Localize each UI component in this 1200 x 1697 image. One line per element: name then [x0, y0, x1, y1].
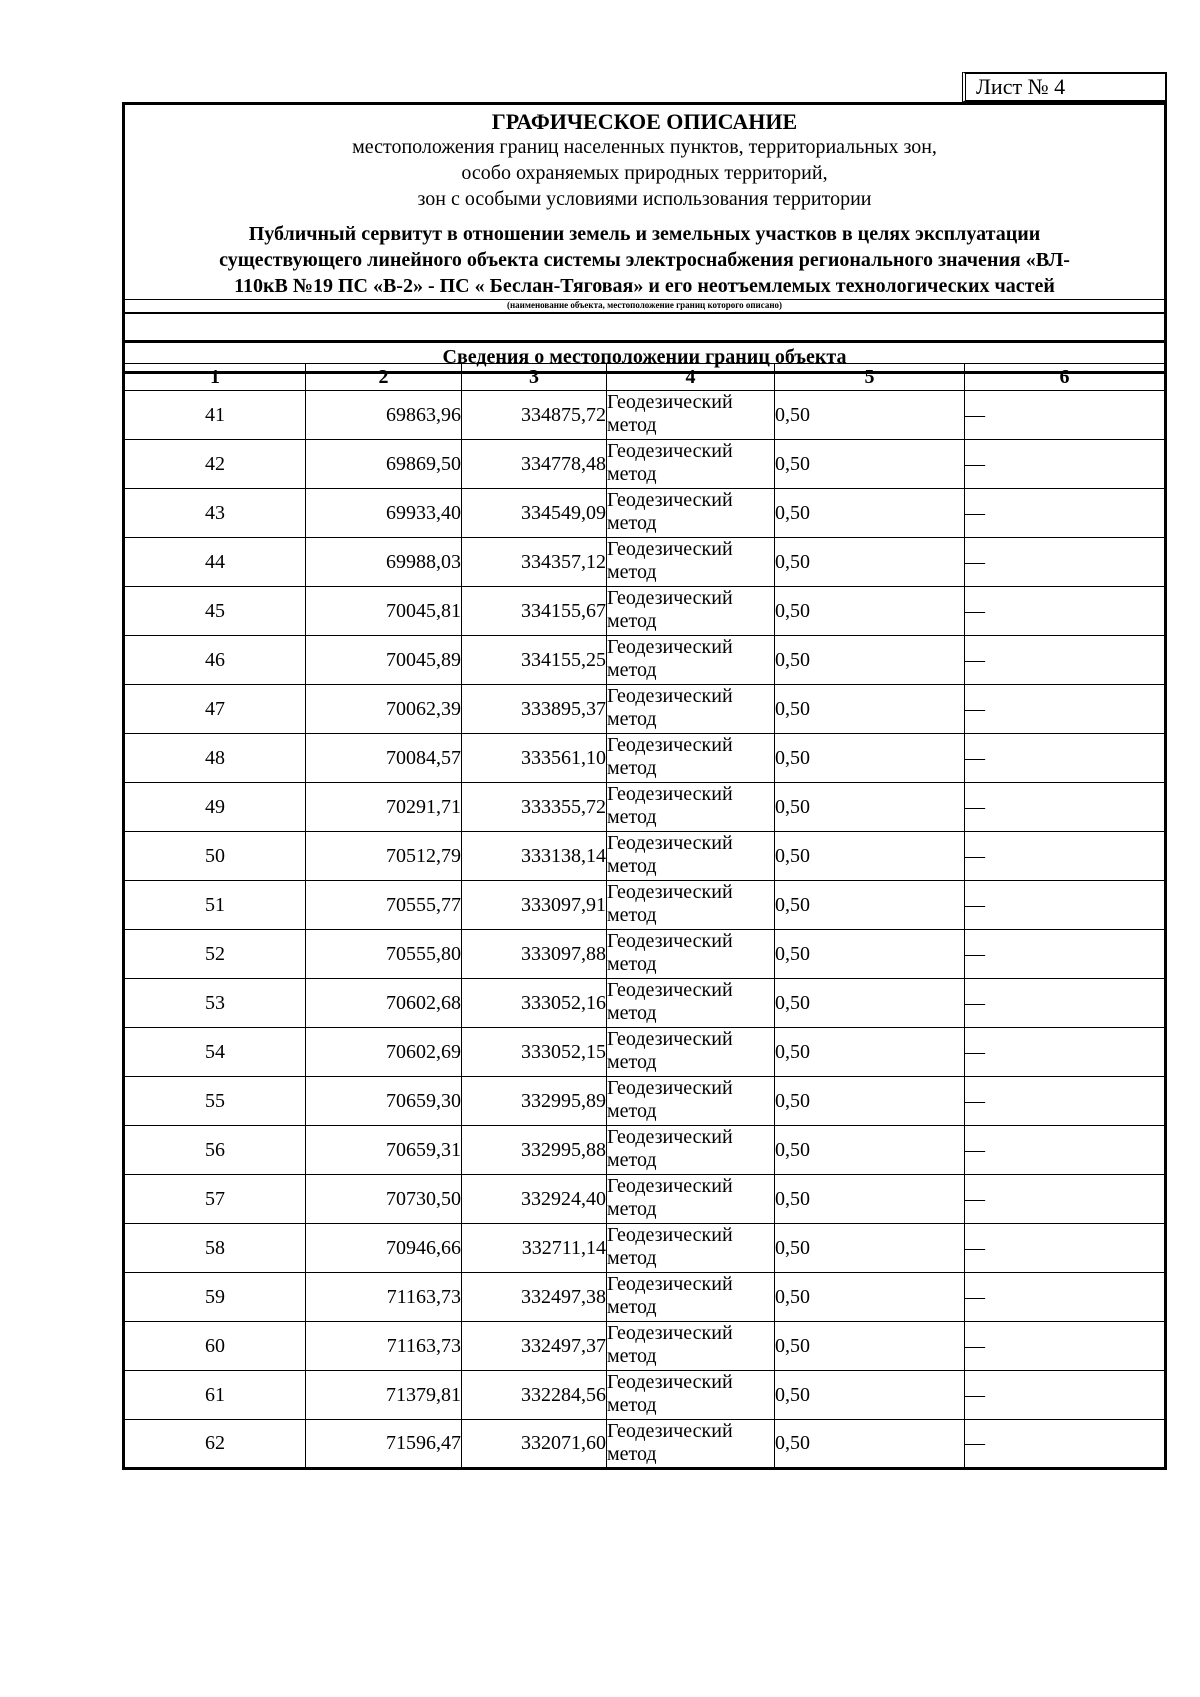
note-cell: — — [965, 489, 1166, 538]
x-coordinate-cell: 70084,57 — [306, 734, 462, 783]
x-coordinate-cell: 70555,77 — [306, 881, 462, 930]
y-coordinate-cell: 332924,40 — [462, 1175, 607, 1224]
note-cell: — — [965, 1028, 1166, 1077]
point-number-cell: 49 — [124, 783, 306, 832]
table-row — [124, 636, 1166, 685]
point-number-cell: 44 — [124, 538, 306, 587]
method-cell: Геодезический метод — [607, 1126, 775, 1175]
sheet-number: Лист № 4 — [962, 72, 1167, 102]
accuracy-cell: 0,50 — [775, 1420, 965, 1469]
method-cell: Геодезический метод — [607, 440, 775, 489]
accuracy-cell: 0,50 — [775, 587, 965, 636]
accuracy-cell: 0,50 — [775, 1371, 965, 1420]
y-coordinate-cell: 333052,16 — [462, 979, 607, 1028]
y-coordinate-cell: 333561,10 — [462, 734, 607, 783]
x-coordinate-cell: 70291,71 — [306, 783, 462, 832]
y-coordinate-cell: 334549,09 — [462, 489, 607, 538]
point-number-cell: 57 — [124, 1175, 306, 1224]
method-cell: Геодезический метод — [607, 538, 775, 587]
table-row — [124, 587, 1166, 636]
x-coordinate-cell: 70602,68 — [306, 979, 462, 1028]
x-coordinate-cell: 70946,66 — [306, 1224, 462, 1273]
note-cell: — — [965, 979, 1166, 1028]
accuracy-cell: 0,50 — [775, 881, 965, 930]
note-cell: — — [965, 440, 1166, 489]
point-number-cell: 61 — [124, 1371, 306, 1420]
table-row — [124, 685, 1166, 734]
note-cell: — — [965, 832, 1166, 881]
header-block — [125, 105, 1164, 312]
subtitle-line-1: местоположения границ населенных пунктов, территориальных зон, — [352, 136, 937, 158]
point-number-cell: 46 — [124, 636, 306, 685]
document-header-frame — [122, 102, 1167, 374]
y-coordinate-cell: 332071,60 — [462, 1420, 607, 1469]
note-cell: — — [965, 636, 1166, 685]
subtitle-line-2: особо охраняемых природных территорий, — [461, 162, 828, 184]
table-row — [124, 538, 1166, 587]
accuracy-cell: 0,50 — [775, 1322, 965, 1371]
column-header-6: 6 — [965, 364, 1166, 391]
method-cell: Геодезический метод — [607, 1273, 775, 1322]
table-row — [124, 832, 1166, 881]
method-cell: Геодезический метод — [607, 1322, 775, 1371]
note-cell: — — [965, 1126, 1166, 1175]
column-header-1: 1 — [124, 364, 306, 391]
table-row — [124, 1224, 1166, 1273]
table-row — [124, 1420, 1166, 1469]
y-coordinate-cell: 334875,72 — [462, 391, 607, 440]
note-cell: — — [965, 587, 1166, 636]
y-coordinate-cell: 333895,37 — [462, 685, 607, 734]
y-coordinate-cell: 333097,91 — [462, 881, 607, 930]
point-number-cell: 53 — [124, 979, 306, 1028]
object-name-line-2: существующего линейного объекта системы электроснабжения регионального значения «ВЛ- — [219, 249, 1070, 271]
table-header-row — [124, 364, 1166, 391]
column-header-3: 3 — [462, 364, 607, 391]
accuracy-cell: 0,50 — [775, 1224, 965, 1273]
point-number-cell: 41 — [124, 391, 306, 440]
point-number-cell: 50 — [124, 832, 306, 881]
y-coordinate-cell: 333138,14 — [462, 832, 607, 881]
accuracy-cell: 0,50 — [775, 391, 965, 440]
method-cell: Геодезический метод — [607, 685, 775, 734]
blank-row — [125, 312, 1164, 340]
accuracy-cell: 0,50 — [775, 930, 965, 979]
x-coordinate-cell: 69933,40 — [306, 489, 462, 538]
x-coordinate-cell: 70512,79 — [306, 832, 462, 881]
method-cell: Геодезический метод — [607, 734, 775, 783]
y-coordinate-cell: 334778,48 — [462, 440, 607, 489]
point-number-cell: 43 — [124, 489, 306, 538]
table-row — [124, 1322, 1166, 1371]
method-cell: Геодезический метод — [607, 1371, 775, 1420]
accuracy-cell: 0,50 — [775, 783, 965, 832]
table-row — [124, 1028, 1166, 1077]
table-row — [124, 1273, 1166, 1322]
point-number-cell: 60 — [124, 1322, 306, 1371]
point-number-cell: 56 — [124, 1126, 306, 1175]
subtitle-line-3: зон с особыми условиями использования территории — [417, 188, 872, 210]
y-coordinate-cell: 332995,88 — [462, 1126, 607, 1175]
column-header-4: 4 — [607, 364, 775, 391]
y-coordinate-cell: 333355,72 — [462, 783, 607, 832]
point-number-cell: 52 — [124, 930, 306, 979]
x-coordinate-cell: 70659,31 — [306, 1126, 462, 1175]
y-coordinate-cell: 332995,89 — [462, 1077, 607, 1126]
table-row — [124, 440, 1166, 489]
accuracy-cell: 0,50 — [775, 1175, 965, 1224]
y-coordinate-cell: 334155,25 — [462, 636, 607, 685]
x-coordinate-cell: 71379,81 — [306, 1371, 462, 1420]
point-number-cell: 59 — [124, 1273, 306, 1322]
note-cell: — — [965, 391, 1166, 440]
point-number-cell: 51 — [124, 881, 306, 930]
method-cell: Геодезический метод — [607, 587, 775, 636]
method-cell: Геодезический метод — [607, 1175, 775, 1224]
accuracy-cell: 0,50 — [775, 832, 965, 881]
accuracy-cell: 0,50 — [775, 636, 965, 685]
x-coordinate-cell: 70045,81 — [306, 587, 462, 636]
note-cell: — — [965, 1077, 1166, 1126]
accuracy-cell: 0,50 — [775, 1077, 965, 1126]
note-cell: — — [965, 1224, 1166, 1273]
y-coordinate-cell: 332497,37 — [462, 1322, 607, 1371]
method-cell: Геодезический метод — [607, 391, 775, 440]
note-cell: — — [965, 685, 1166, 734]
x-coordinate-cell: 69863,96 — [306, 391, 462, 440]
object-name-line-3: 110кВ №19 ПС «В-2» - ПС « Беслан-Тяговая» и его неотъемлемых технологических частей — [234, 275, 1055, 297]
method-cell: Геодезический метод — [607, 489, 775, 538]
table-row — [124, 734, 1166, 783]
y-coordinate-cell: 333097,88 — [462, 930, 607, 979]
method-cell: Геодезический метод — [607, 783, 775, 832]
y-coordinate-cell: 334357,12 — [462, 538, 607, 587]
section-title: Сведения о местоположении границ объекта — [125, 340, 1164, 374]
x-coordinate-cell: 71596,47 — [306, 1420, 462, 1469]
object-caption: (наименование объекта, местоположение границ которого описано) — [125, 299, 1164, 312]
point-number-cell: 55 — [124, 1077, 306, 1126]
note-cell: — — [965, 783, 1166, 832]
note-cell: — — [965, 734, 1166, 783]
point-number-cell: 47 — [124, 685, 306, 734]
table-row — [124, 1077, 1166, 1126]
y-coordinate-cell: 332711,14 — [462, 1224, 607, 1273]
x-coordinate-cell: 70045,89 — [306, 636, 462, 685]
table-row — [124, 489, 1166, 538]
note-cell: — — [965, 930, 1166, 979]
object-name — [125, 221, 1164, 299]
point-number-cell: 54 — [124, 1028, 306, 1077]
x-coordinate-cell: 69988,03 — [306, 538, 462, 587]
point-number-cell: 42 — [124, 440, 306, 489]
method-cell: Геодезический метод — [607, 636, 775, 685]
point-number-cell: 45 — [124, 587, 306, 636]
table-row — [124, 881, 1166, 930]
x-coordinate-cell: 70659,30 — [306, 1077, 462, 1126]
accuracy-cell: 0,50 — [775, 734, 965, 783]
object-name-line-1: Публичный сервитут в отношении земель и земельных участков в целях эксплуатации — [248, 223, 1041, 245]
method-cell: Геодезический метод — [607, 1077, 775, 1126]
method-cell: Геодезический метод — [607, 930, 775, 979]
point-number-cell: 58 — [124, 1224, 306, 1273]
method-cell: Геодезический метод — [607, 881, 775, 930]
note-cell: — — [965, 538, 1166, 587]
y-coordinate-cell: 332497,38 — [462, 1273, 607, 1322]
accuracy-cell: 0,50 — [775, 1126, 965, 1175]
note-cell: — — [965, 881, 1166, 930]
table-row — [124, 1175, 1166, 1224]
accuracy-cell: 0,50 — [775, 1273, 965, 1322]
document-title: ГРАФИЧЕСКОЕ ОПИСАНИЕ — [491, 109, 798, 134]
y-coordinate-cell: 334155,67 — [462, 587, 607, 636]
note-cell: — — [965, 1273, 1166, 1322]
table-row — [124, 930, 1166, 979]
method-cell: Геодезический метод — [607, 979, 775, 1028]
accuracy-cell: 0,50 — [775, 1028, 965, 1077]
note-cell: — — [965, 1322, 1166, 1371]
table-row — [124, 979, 1166, 1028]
note-cell: — — [965, 1175, 1166, 1224]
method-cell: Геодезический метод — [607, 832, 775, 881]
table-row — [124, 391, 1166, 440]
y-coordinate-cell: 333052,15 — [462, 1028, 607, 1077]
point-number-cell: 62 — [124, 1420, 306, 1469]
column-header-2: 2 — [306, 364, 462, 391]
x-coordinate-cell: 70730,50 — [306, 1175, 462, 1224]
note-cell: — — [965, 1371, 1166, 1420]
x-coordinate-cell: 70555,80 — [306, 930, 462, 979]
x-coordinate-cell: 71163,73 — [306, 1273, 462, 1322]
x-coordinate-cell: 71163,73 — [306, 1322, 462, 1371]
table-row — [124, 1126, 1166, 1175]
x-coordinate-cell: 69869,50 — [306, 440, 462, 489]
note-cell: — — [965, 1420, 1166, 1469]
point-number-cell: 48 — [124, 734, 306, 783]
x-coordinate-cell: 70602,69 — [306, 1028, 462, 1077]
x-coordinate-cell: 70062,39 — [306, 685, 462, 734]
method-cell: Геодезический метод — [607, 1028, 775, 1077]
method-cell: Геодезический метод — [607, 1420, 775, 1469]
table-row — [124, 783, 1166, 832]
column-header-5: 5 — [775, 364, 965, 391]
coordinates-table — [122, 363, 1167, 1470]
method-cell: Геодезический метод — [607, 1224, 775, 1273]
y-coordinate-cell: 332284,56 — [462, 1371, 607, 1420]
accuracy-cell: 0,50 — [775, 685, 965, 734]
table-row — [124, 1371, 1166, 1420]
accuracy-cell: 0,50 — [775, 538, 965, 587]
accuracy-cell: 0,50 — [775, 440, 965, 489]
accuracy-cell: 0,50 — [775, 489, 965, 538]
accuracy-cell: 0,50 — [775, 979, 965, 1028]
